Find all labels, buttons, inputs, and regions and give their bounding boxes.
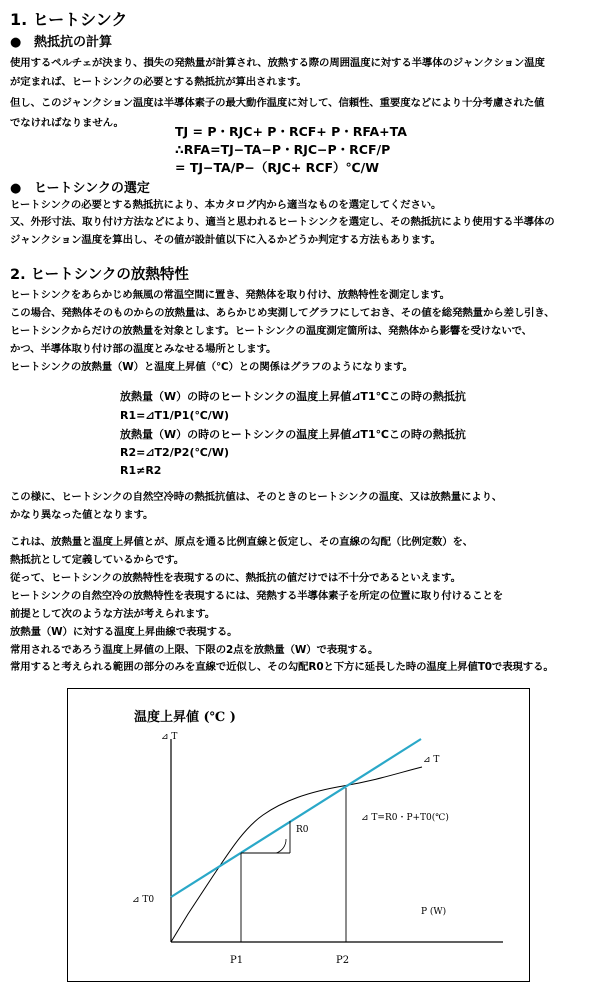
paragraph-line: ヒートシンクの自然空冷の放熱特性を表現するには、発熱する半導体素子を所定の位置に取り付けることを [10, 590, 504, 602]
paragraph-line: が定まれば、ヒートシンクの必要とする熱抵抗が算出されます。 [10, 76, 307, 88]
formula-line: R1=⊿T1/P1(℃/W) [120, 409, 229, 422]
paragraph-line: 常用されるであろう温度上昇値の上限、下限の2点を放熱量（W）で表現する。 [10, 644, 379, 656]
formula-line: 放熱量（W）の時のヒートシンクの温度上昇値⊿T1℃この時の熱抵抗 [120, 428, 466, 441]
p2-label: P2 [336, 955, 350, 966]
paragraph-line: これは、放熱量と温度上昇値とが、原点を通る比例直線と仮定し、その直線の勾配（比例定数）を、 [10, 536, 474, 548]
paragraph-line: でなければなりません。 [10, 117, 124, 129]
x-axis-label: P (W) [421, 907, 447, 917]
paragraph-line: ヒートシンクをあらかじめ無風の常温空間に置き、発熱体を取り付け、放熱特性を測定します。 [10, 289, 450, 301]
paragraph-line: ヒートシンクからだけの放熱量を対象とします。ヒートシンクの温度測定箇所は、発熱体から影響を受けないで、 [10, 325, 533, 337]
paragraph-line: この場合、発熱体そのものからの放熱量は、あらかじめ実測してグラフにしておき、その値を総発熱量から差し引き、 [10, 307, 555, 319]
subsection-title: 熱抵抗の計算 [34, 35, 113, 50]
paragraph-line: 常用すると考えられる範囲の部分のみを直線で近似し、その勾配R0と下方に延長した時の温度上昇値T0で表現する。 [10, 661, 554, 673]
formula-line: 放熱量（W）の時のヒートシンクの温度上昇値⊿T1℃この時の熱抵抗 [120, 390, 466, 403]
subsection-heatsink-selection [10, 181, 150, 197]
slope-angle-arc [276, 839, 286, 853]
formula-line: TJ = P・RJC+ P・RCF+ P・RFA+TA [175, 124, 407, 139]
subsection-thermal-resistance-calc [10, 35, 112, 51]
paragraph-line: 又、外形寸法、取り付け方法などにより、適当と思われるヒートシンクを選定し、その熱抵抗により使用する半導体の [10, 216, 555, 228]
subsection-title: ヒートシンクの選定 [34, 181, 150, 196]
paragraph-line: 熱抵抗として定義しているからです。 [10, 554, 185, 566]
chart-title: 温度上昇値 (℃ ) [134, 710, 236, 725]
paragraph-line: 従って、ヒートシンクの放熱特性を表現するのに、熱抵抗の値だけでは不十分であるといえます。 [10, 572, 461, 584]
paragraph-line: この様に、ヒートシンクの自然空冷時の熱抵抗値は、そのときのヒートシンクの温度、又は放熱量により、 [10, 491, 503, 503]
paragraph-line: ヒートシンクの必要とする熱抵抗により、本カタログ内から適当なものを選定してください。 [10, 199, 442, 211]
paragraph-line: ヒートシンクの放熱量（W）と温度上昇値（℃）との関係はグラフのようになります。 [10, 361, 413, 373]
formula-line: R1≠R2 [120, 464, 162, 477]
formula-line: R2=⊿T2/P2(℃/W) [120, 446, 229, 459]
heatsink-characteristic-diagram [67, 688, 530, 982]
section1-title: 1. ヒートシンク [10, 10, 128, 29]
diagram-svg [68, 689, 529, 981]
p1-label: P1 [230, 955, 244, 966]
formula-line: ∴RFA=TJ−TA−P・RJC−P・RCF/P [175, 142, 391, 157]
intercept-label: ⊿ T0 [132, 895, 155, 905]
section2-title: 2. ヒートシンクの放熱特性 [10, 267, 189, 283]
y-axis-label: ⊿ T [161, 732, 178, 742]
curve-label: ⊿ T [423, 755, 440, 765]
paragraph-line: かなり異なった値となります。 [10, 509, 154, 521]
paragraph-line: 但し、このジャンクション温度は半導体素子の最大動作温度に対して、信頼性、重要度などにより十分考慮された値 [10, 97, 545, 109]
paragraph-line: 使用するペルチェが決まり、損失の発熱量が計算され、放熱する際の周囲温度に対する半導体のジャンクション温度 [10, 57, 545, 69]
paragraph-line: 前提として次のような方法が考えられます。 [10, 608, 215, 620]
paragraph-line: かつ、半導体取り付け部の温度とみなせる場所とします。 [10, 343, 277, 355]
slope-label: R0 [296, 825, 309, 835]
bullet-icon: ● [10, 181, 22, 196]
temperature-rise-curve [171, 767, 422, 942]
paragraph-line: ジャンクション温度を算出し、その値が設計値以下に入るかどうか判定する方法もあります。 [10, 234, 441, 246]
formula-line: = TJ−TA/P−（RJC+ RCF）℃/W [175, 160, 380, 175]
bullet-icon: ● [10, 35, 22, 50]
paragraph-line: 放熱量（W）に対する温度上昇曲線で表現する。 [10, 626, 238, 638]
equation-label: ⊿ T=R0・P+T0(℃) [361, 813, 449, 823]
